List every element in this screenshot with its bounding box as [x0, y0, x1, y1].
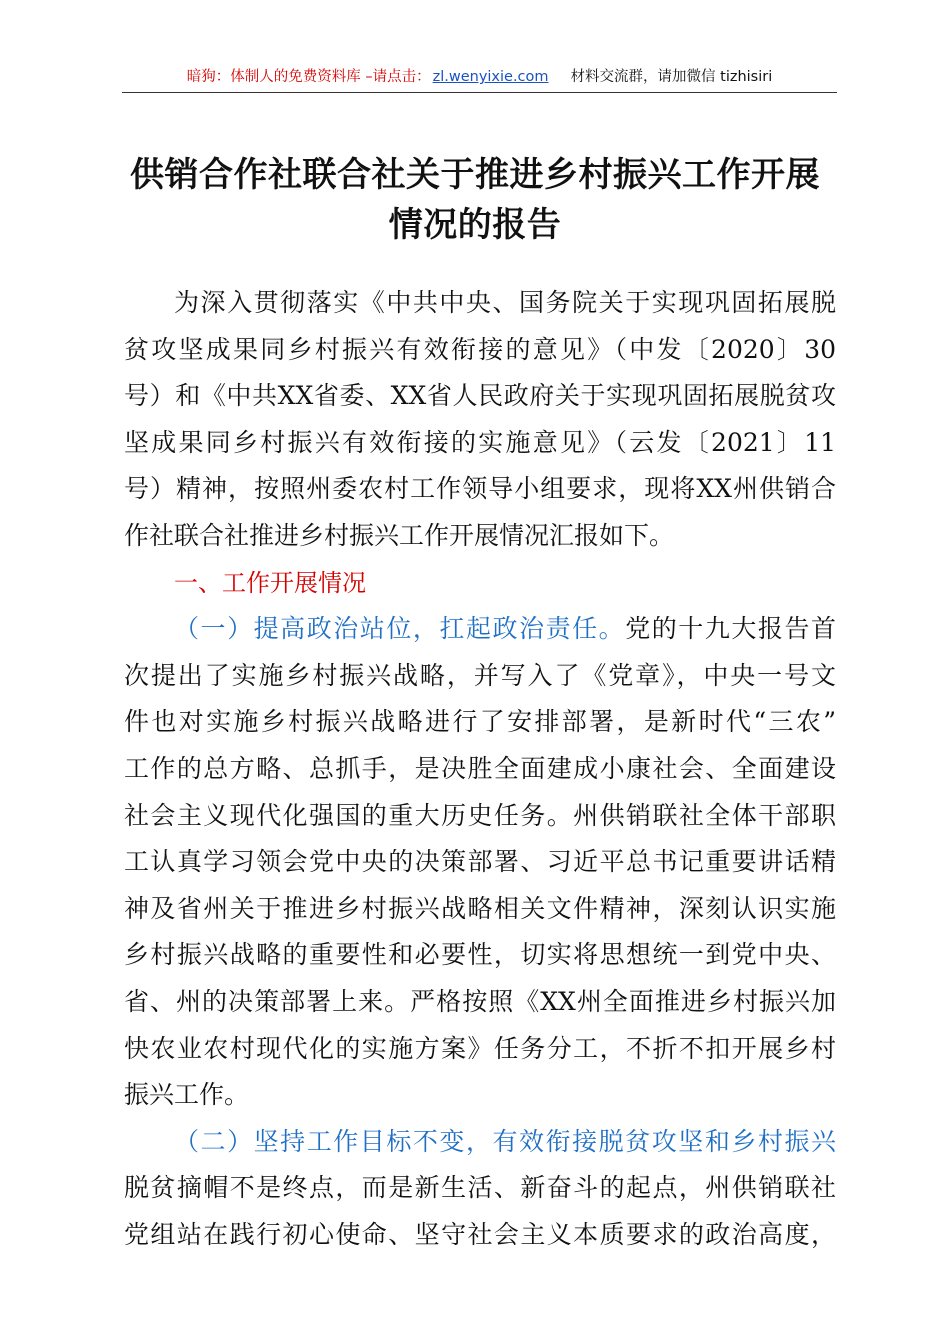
title-line-1: 供销合作社联合社关于推进乡村振兴工作开展: [130, 155, 820, 195]
subsection-1-heading: （一）提高政治站位，扛起政治责任。: [174, 614, 626, 644]
subsection-1-line: 快农业农村现代化的实施方案》任务分工，不折不扣开展乡村: [124, 1033, 836, 1063]
subsection-1-line: 工作的总方略、总抓手，是决胜全面建成小康社会、全面建设: [124, 753, 836, 783]
title-line-2: 情况的报告: [388, 205, 562, 245]
subsection-1-line: 神及省州关于推进乡村振兴战略相关文件精神，深刻认识实施: [124, 893, 836, 923]
subsection-1-line: 件也对实施乡村振兴战略进行了安排部署，是新时代“三农”: [124, 707, 836, 737]
document-title: [100, 150, 850, 250]
subsection-1-line: 次提出了实施乡村振兴战略，并写入了《党章》，中央一号文: [124, 660, 836, 690]
subsection-2-line: 党组站在践行初心使命、坚守社会主义本质要求的政治高度，: [124, 1219, 836, 1249]
subsection-2-heading: （二）坚持工作目标不变，有效衔接脱贫攻坚和乡村振兴: [174, 1126, 836, 1156]
intro-line: 坚成果同乡村振兴有效衔接的实施意见》（云发〔2021〕11: [124, 427, 836, 457]
intro-line: 作社联合社推进乡村振兴工作开展情况汇报如下。: [124, 520, 675, 550]
subsection-1-first-line: [124, 606, 836, 653]
subsection-1-line: 工认真学习领会党中央的决策部署、习近平总书记重要讲话精: [124, 847, 836, 877]
subsection-2-line: 脱贫摘帽不是终点，而是新生活、新奋斗的起点，州供销联社: [124, 1173, 836, 1203]
header-contact: 材料交流群，请加微信 tizhisiri: [570, 69, 773, 85]
subsection-2-first-line: [124, 1119, 836, 1166]
header-link[interactable]: zl.wenyixie.com: [432, 69, 549, 85]
subsection-1-line: 社会主义现代化强国的重大历史任务。州供销联社全体干部职: [124, 800, 836, 830]
header-prompt: –请点击：: [360, 69, 431, 85]
intro-line: 为深入贯彻落实《中共中央、国务院关于实现巩固拓展脱: [174, 288, 836, 317]
subsection-1-text: 党的十九大报告首: [625, 614, 836, 644]
page-header: [122, 62, 837, 93]
subsection-1-line: 省、州的决策部署上来。严格按照《XX州全面推进乡村振兴加: [124, 986, 836, 1016]
subsection-1-line: 振兴工作。: [124, 1080, 250, 1110]
subsection-1-line: 乡村振兴战略的重要性和必要性，切实将思想统一到党中央、: [124, 940, 836, 970]
section-heading: 一、工作开展情况: [174, 568, 366, 597]
intro-line: 号）精神，按照州委农村工作领导小组要求，现将XX州供销合: [124, 474, 836, 504]
intro-line: 贫攻坚成果同乡村振兴有效衔接的意见》（中发〔2020〕30: [124, 334, 836, 364]
document-body: [124, 280, 836, 1258]
header-site-name: 暗狗：体制人的免费资料库: [186, 69, 361, 85]
intro-line: 号）和《中共XX省委、XX省人民政府关于实现巩固拓展脱贫攻: [124, 381, 836, 411]
